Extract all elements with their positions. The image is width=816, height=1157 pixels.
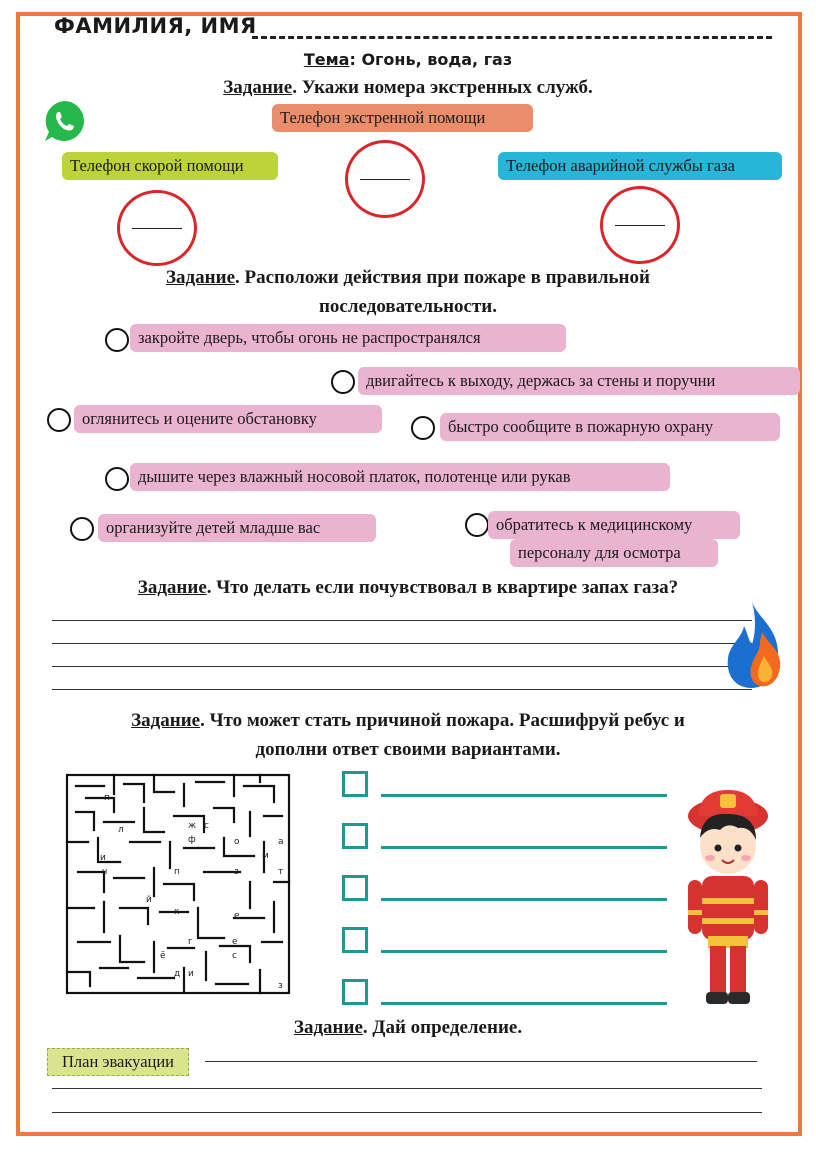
action-see-medic-line2: персоналу для осмотра <box>510 539 718 567</box>
order-bubble[interactable] <box>47 408 71 432</box>
task2-heading <box>0 263 816 321</box>
answer-line[interactable] <box>52 643 752 644</box>
answer-line[interactable] <box>52 620 752 621</box>
task-text: . Что делать если почувствовал в квартире запах газа? <box>206 577 679 598</box>
answer-checkbox[interactable] <box>342 927 368 953</box>
answer-checkbox[interactable] <box>342 875 368 901</box>
maze-letter: е <box>232 937 238 947</box>
order-bubble[interactable] <box>70 517 94 541</box>
ambulance-number-circle[interactable] <box>117 190 197 266</box>
maze-letter: л <box>118 825 124 835</box>
maze-puzzle <box>64 772 292 996</box>
emergency-phone-label: Телефон экстренной помощи <box>272 104 533 132</box>
topic-value: : Огонь, вода, газ <box>349 50 513 69</box>
task-label: Задание <box>137 577 207 598</box>
maze-letter: п <box>174 867 180 877</box>
maze-letter: к <box>174 907 180 917</box>
maze-letter: е <box>234 911 240 921</box>
maze-letter: д <box>174 969 181 979</box>
flame-icon <box>722 598 786 690</box>
definition-line[interactable] <box>52 1112 762 1113</box>
maze-letter: з <box>278 981 283 991</box>
task-label: Задание <box>293 1017 363 1038</box>
maze-letter: а <box>278 837 284 847</box>
definition-line[interactable] <box>205 1061 757 1062</box>
answer-line[interactable] <box>381 898 667 901</box>
answer-checkbox[interactable] <box>342 771 368 797</box>
answer-line[interactable] <box>381 950 667 953</box>
action-move-to-exit: двигайтесь к выходу, держась за стены и поручни <box>358 367 800 395</box>
action-organize-children: организуйте детей младше вас <box>98 514 376 542</box>
emergency-number-circle[interactable] <box>345 140 425 218</box>
task4-heading <box>0 706 816 764</box>
task5-heading <box>0 1013 816 1042</box>
maze-letter: и <box>100 853 106 863</box>
task-label: Задание <box>166 267 235 288</box>
gas-number-circle[interactable] <box>600 186 680 264</box>
task-text: . Что может стать причиной пожара. Расшифруй ребус и <box>200 710 685 731</box>
maze-letter: ч <box>102 867 108 877</box>
maze-letter: ж <box>188 821 197 831</box>
answer-checkbox[interactable] <box>342 823 368 849</box>
maze-letter: п <box>104 793 110 803</box>
task1-heading <box>0 73 816 102</box>
action-close-door: закройте дверь, чтобы огонь не распространялся <box>130 324 566 352</box>
task3-heading <box>0 573 816 602</box>
order-bubble[interactable] <box>331 370 355 394</box>
ambulance-phone-label: Телефон скорой помощи <box>62 152 278 180</box>
action-call-fire-service: быстро сообщите в пожарную охрану <box>440 413 780 441</box>
answer-line[interactable] <box>381 846 667 849</box>
maze-letter: о <box>234 837 240 847</box>
maze-letter: з <box>234 867 239 877</box>
answer-checkbox[interactable] <box>342 979 368 1005</box>
topic-label: Тема <box>303 50 350 69</box>
action-breathe-through-cloth: дышите через влажный носовой платок, полотенце или рукав <box>130 463 670 491</box>
order-bubble[interactable] <box>105 467 129 491</box>
task-label: Задание <box>223 77 293 98</box>
order-bubble[interactable] <box>465 513 489 537</box>
task-text: дополни ответ своими вариантами. <box>255 739 561 760</box>
firefighter-illustration <box>680 786 776 1010</box>
maze-letter: ф <box>188 835 196 845</box>
maze-letter: с <box>204 821 209 831</box>
maze-letter: й <box>146 895 152 905</box>
maze-letter: и <box>188 969 194 979</box>
maze-letter: г <box>188 937 193 947</box>
answer-line[interactable] <box>381 794 667 797</box>
order-bubble[interactable] <box>105 328 129 352</box>
maze-letter: м <box>262 851 269 861</box>
maze-letter: т <box>278 867 284 877</box>
name-field[interactable] <box>252 36 772 39</box>
term-evacuation-plan: План эвакуации <box>47 1048 189 1076</box>
action-see-medic-line1: обратитесь к медицинскому <box>488 511 740 539</box>
task-text: . Дай определение. <box>362 1017 523 1038</box>
answer-line[interactable] <box>381 1002 667 1005</box>
name-label: ФАМИЛИЯ, ИМЯ <box>54 14 257 38</box>
task-label: Задание <box>131 710 201 731</box>
topic-line <box>0 50 816 69</box>
gas-service-phone-label: Телефон аварийной службы газа <box>498 152 782 180</box>
action-look-around: оглянитесь и оцените обстановку <box>74 405 382 433</box>
order-bubble[interactable] <box>411 416 435 440</box>
answer-line[interactable] <box>52 666 752 667</box>
maze-letter: ё <box>160 951 166 961</box>
task-text: . Укажи номера экстренных служб. <box>292 77 593 98</box>
maze-letter: с <box>232 951 237 961</box>
whatsapp-icon <box>42 98 88 144</box>
answer-line[interactable] <box>52 689 752 690</box>
definition-line[interactable] <box>52 1088 762 1089</box>
task-text: . Расположи действия при пожаре в правильной последовательности. <box>235 267 650 317</box>
